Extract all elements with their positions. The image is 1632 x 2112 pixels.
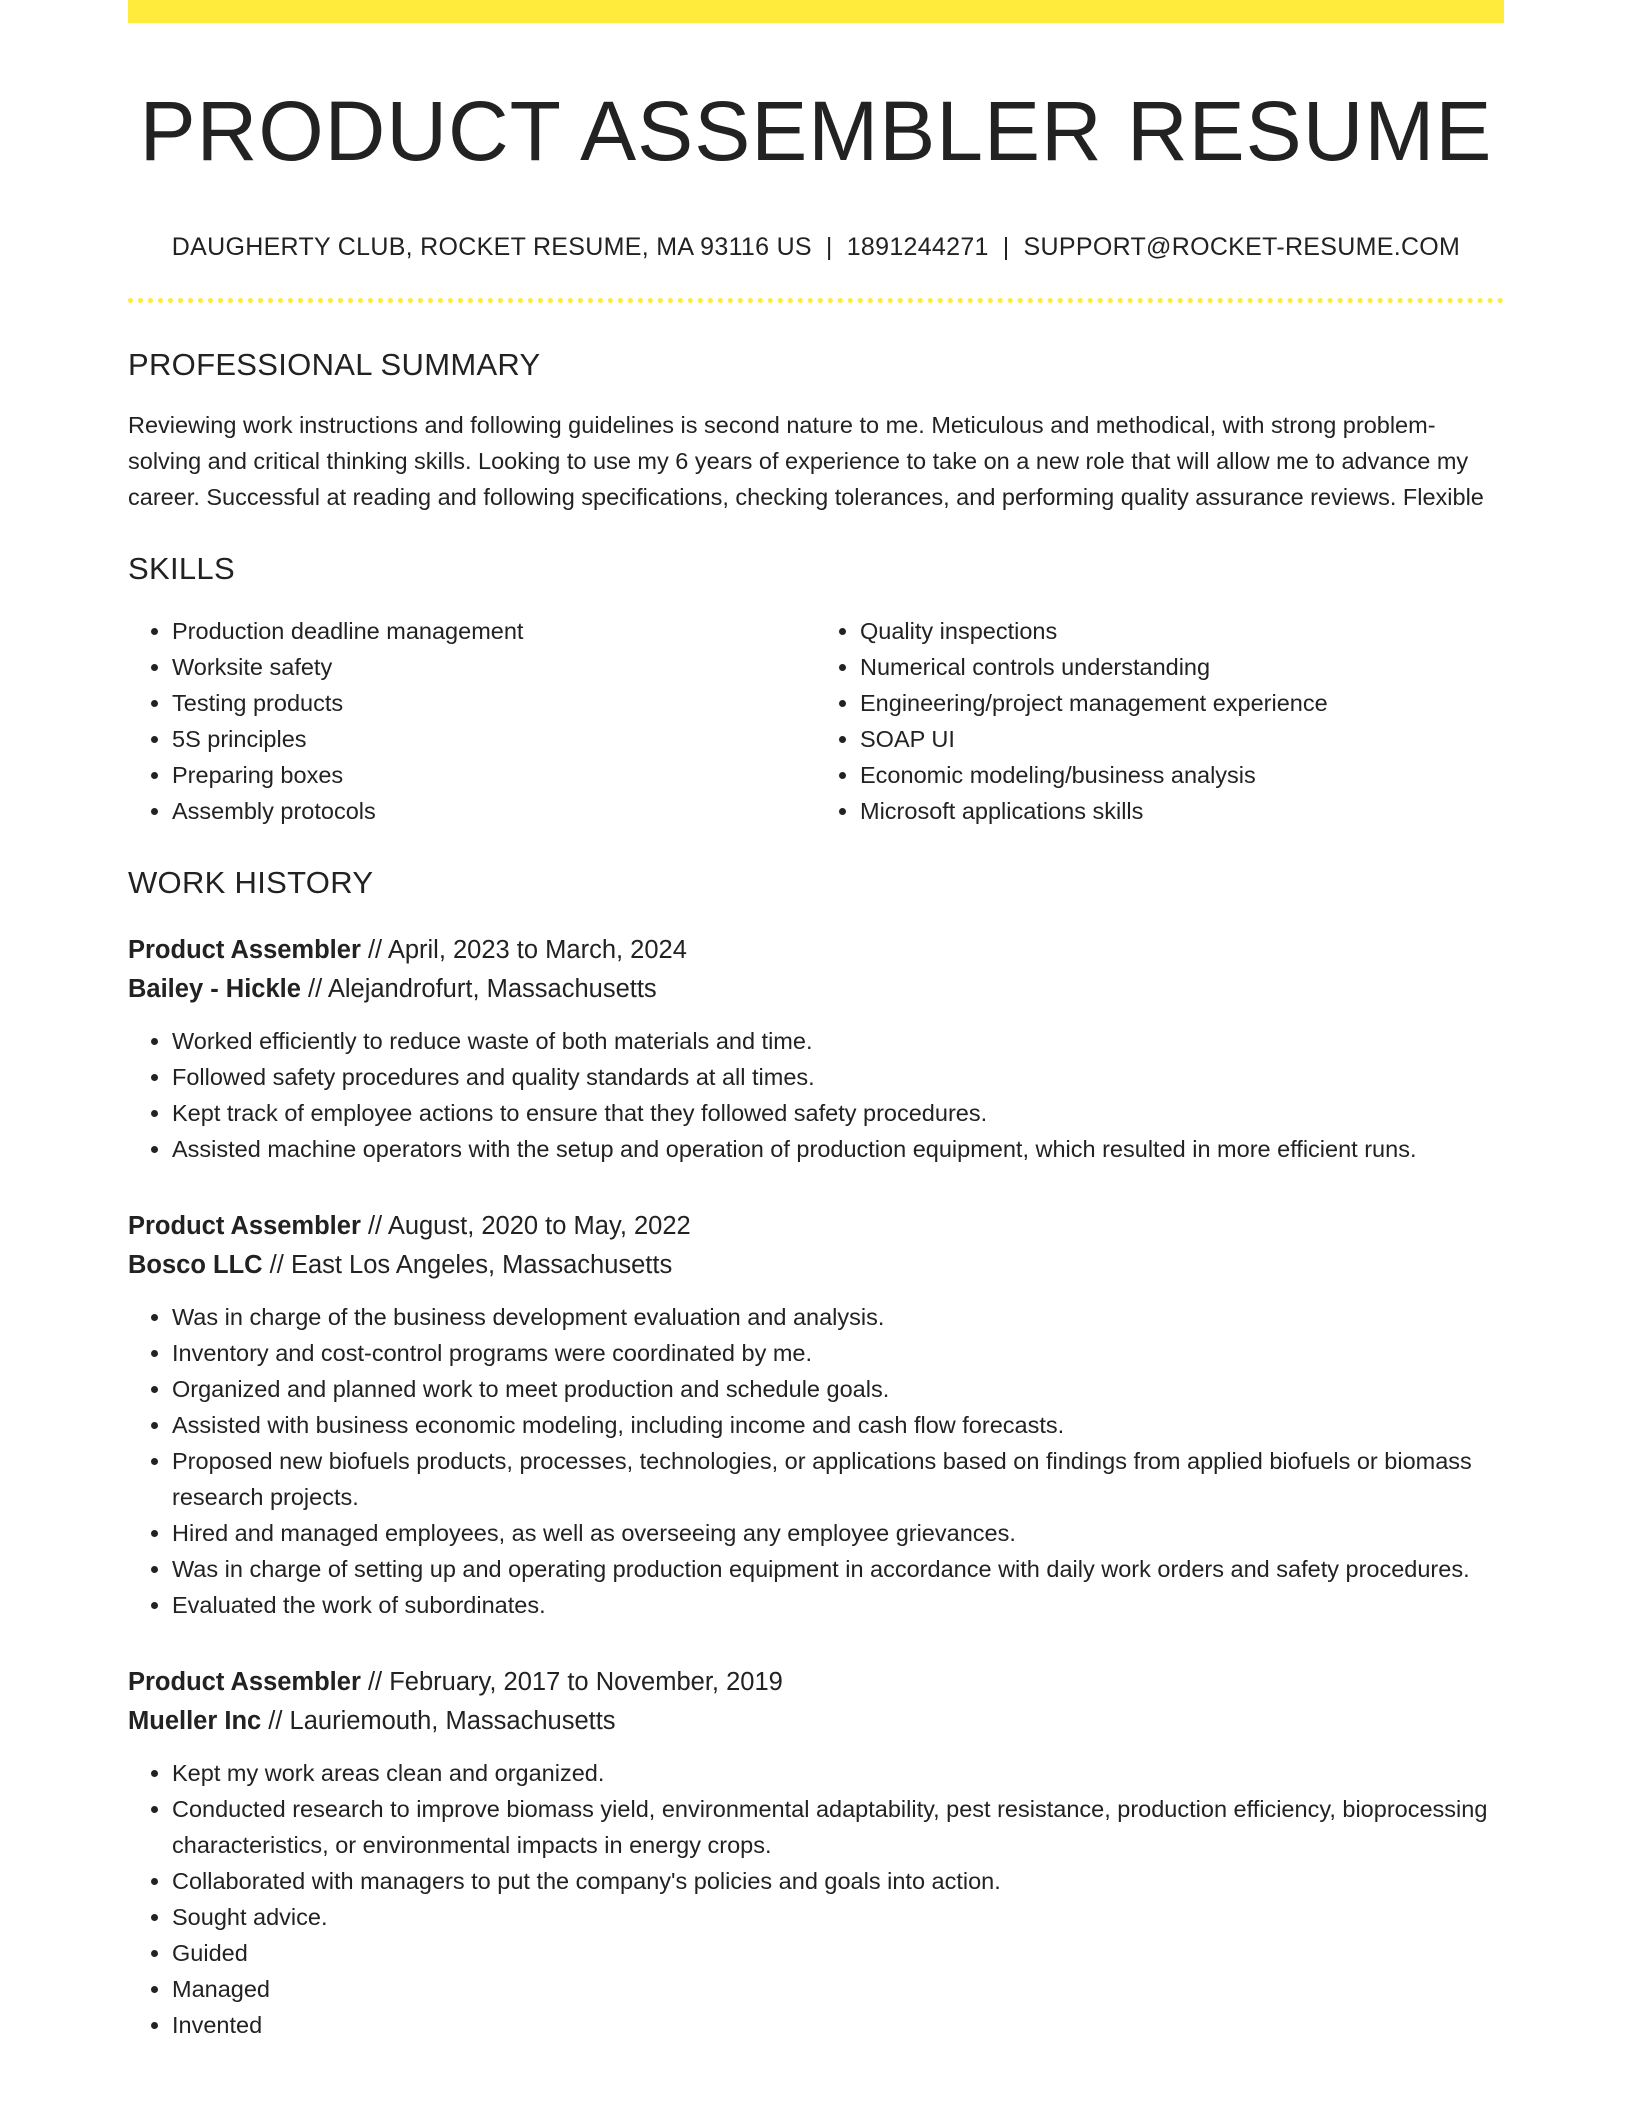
contact-separator: | (1002, 233, 1010, 262)
work-history-heading: WORK HISTORY (128, 865, 374, 901)
job-separator: // (261, 1707, 290, 1736)
job-bullet: • Evaluated the work of subordinates. (172, 1587, 1504, 1623)
job-bullet: • Worked efficiently to reduce waste of both materials and time. (172, 1023, 1504, 1059)
job-company-line (128, 970, 1504, 1009)
job-bullet: • Organized and planned work to meet production and schedule goals. (172, 1371, 1504, 1407)
job-bullet: • Kept track of employee actions to ensure that they followed safety procedures. (172, 1095, 1504, 1131)
job-role-line (128, 1207, 1504, 1246)
skill-item: • Testing products (172, 685, 816, 721)
job-bullets (128, 1299, 1504, 1623)
contact-line (128, 233, 1504, 262)
top-accent-bar (128, 0, 1504, 23)
job-role: Product Assembler (128, 936, 361, 965)
job-company: Bailey - Hickle (128, 975, 301, 1004)
resume-page (128, 0, 1504, 2043)
job-role: Product Assembler (128, 1212, 361, 1241)
job-bullet: • Assisted machine operators with the setup and operation of production equipment, which resulted in more efficient runs. (172, 1131, 1504, 1167)
job-dates: February, 2017 to November, 2019 (389, 1668, 783, 1697)
job-role-line (128, 931, 1504, 970)
job-bullet: • Was in charge of setting up and operating production equipment in accordance with daily work orders and safety procedures. (172, 1551, 1504, 1587)
job-separator: // (360, 1668, 390, 1697)
job-separator: // (262, 1251, 291, 1280)
job-separator: // (360, 1212, 388, 1241)
skill-item: • Preparing boxes (172, 757, 816, 793)
job-bullet: • Inventory and cost-control programs were coordinated by me. (172, 1335, 1504, 1371)
job-separator: // (300, 975, 328, 1004)
skills-heading: SKILLS (128, 551, 235, 587)
summary-heading: PROFESSIONAL SUMMARY (128, 347, 541, 383)
job-bullet: • Guided (172, 1935, 1504, 1971)
skill-item: • Worksite safety (172, 649, 816, 685)
skills-column-left (128, 613, 816, 829)
skill-item: • SOAP UI (860, 721, 1504, 757)
skill-item: • Quality inspections (860, 613, 1504, 649)
skills-column-right (816, 613, 1504, 829)
job-bullet: • Followed safety procedures and quality standards at all times. (172, 1059, 1504, 1095)
job-bullet: • Collaborated with managers to put the company's policies and goals into action. (172, 1863, 1504, 1899)
skills-list (128, 613, 1504, 829)
contact-separator: | (825, 233, 833, 262)
job-bullets (128, 1023, 1504, 1167)
job-bullet: • Conducted research to improve biomass yield, environmental adaptability, pest resistance, production efficiency, bioprocessing characteristics, or environmental impacts in energy crops. (172, 1791, 1504, 1863)
header-divider (128, 298, 1504, 303)
skill-item: • 5S principles (172, 721, 816, 757)
job-location: East Los Angeles, Massachusetts (290, 1251, 673, 1280)
resume-title: PRODUCT ASSEMBLER RESUME (139, 84, 1493, 178)
skill-item: • Numerical controls understanding (860, 649, 1504, 685)
job-bullet: • Hired and managed employees, as well as overseeing any employee grievances. (172, 1515, 1504, 1551)
job-separator: // (360, 936, 388, 965)
skill-item: • Engineering/project management experience (860, 685, 1504, 721)
job-bullet: • Kept my work areas clean and organized. (172, 1755, 1504, 1791)
job-location: Lauriemouth, Massachusetts (289, 1707, 616, 1736)
contact-phone: 1891244271 (846, 233, 989, 262)
skill-item: • Assembly protocols (172, 793, 816, 829)
job-bullet: • Sought advice. (172, 1899, 1504, 1935)
job-entry (128, 1207, 1504, 1623)
job-bullet: • Invented (172, 2007, 1504, 2043)
job-role-line (128, 1663, 1504, 1702)
job-role: Product Assembler (128, 1668, 361, 1697)
job-bullet: • Was in charge of the business development evaluation and analysis. (172, 1299, 1504, 1335)
skill-item: • Economic modeling/business analysis (860, 757, 1504, 793)
job-company: Bosco LLC (128, 1251, 263, 1280)
job-company-line (128, 1702, 1504, 1741)
job-bullet: • Managed (172, 1971, 1504, 2007)
contact-address: DAUGHERTY CLUB, ROCKET RESUME, MA 93116 US (171, 233, 812, 262)
job-bullet: • Proposed new biofuels products, processes, technologies, or applications based on findings from applied biofuels or biomass research projects. (172, 1443, 1504, 1515)
job-dates: April, 2023 to March, 2024 (387, 936, 687, 965)
skill-item: • Production deadline management (172, 613, 816, 649)
job-dates: August, 2020 to May, 2022 (387, 1212, 691, 1241)
job-company-line (128, 1246, 1504, 1285)
contact-email[interactable]: SUPPORT@ROCKET-RESUME.COM (1023, 233, 1461, 262)
job-entry (128, 1663, 1504, 2043)
job-bullet: • Assisted with business economic modeling, including income and cash flow forecasts. (172, 1407, 1504, 1443)
skill-item: • Microsoft applications skills (860, 793, 1504, 829)
summary-text: Reviewing work instructions and following guidelines is second nature to me. Meticulous and methodical, with strong problem-solving and critical thinking skills. Looking to use my 6 years of experience to take on a new role that will allow me to advance my career. Successful at reading and following specifications, checking tolerances, and performing quality assurance reviews. Flexible (128, 412, 1484, 511)
job-location: Alejandrofurt, Massachusetts (327, 975, 657, 1004)
job-bullets (128, 1755, 1504, 2043)
job-entry (128, 931, 1504, 1167)
job-company: Mueller Inc (128, 1707, 262, 1736)
